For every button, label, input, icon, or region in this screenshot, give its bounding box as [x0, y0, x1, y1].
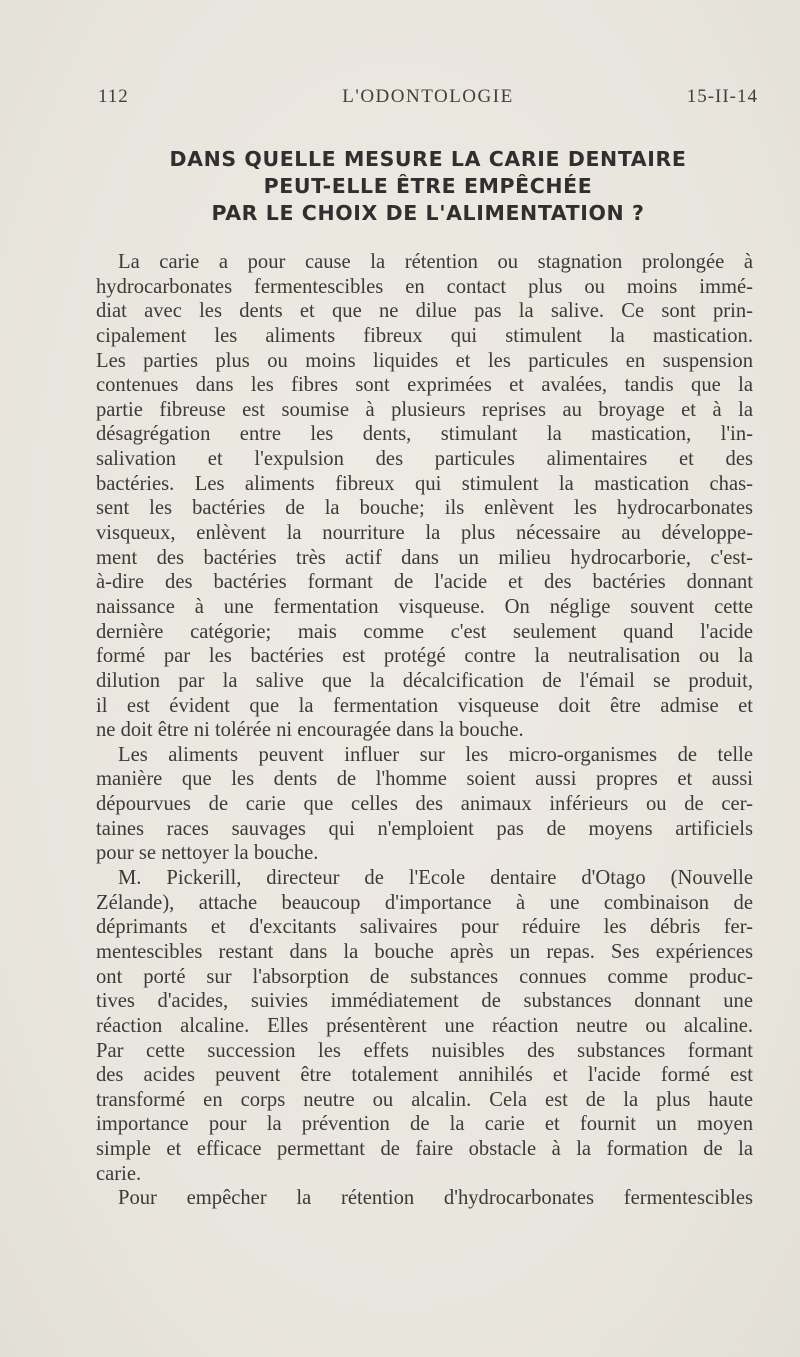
body-line: hydrocarbonates fermentescibles en contact plus ou moins immé-	[96, 275, 753, 298]
body-line: ment des bactéries très actif dans un milieu hydrocarborie, c'est-	[96, 546, 753, 569]
body-line: dépourvues de carie que celles des animaux inférieurs ou de cer-	[96, 793, 753, 816]
title-line: PAR LE CHOIX DE L'ALIMENTATION ?	[211, 201, 645, 225]
body-line: à-dire des bactéries formant de l'acide et des bactéries donnant	[96, 571, 753, 594]
body-line: pour se nettoyer la bouche.	[96, 842, 319, 865]
body-line: visqueux, enlèvent la nourriture la plus nécessaire au développe-	[96, 522, 753, 545]
body-line: importance pour la prévention de la carie et fournit un moyen	[96, 1113, 753, 1136]
body-line: contenues dans les fibres sont exprimées et avalées, tandis que la	[96, 374, 753, 397]
body-line: des acides peuvent être totalement annihilés et l'acide formé est	[96, 1064, 753, 1087]
body-line: dernière catégorie; mais comme c'est seulement quand l'acide	[96, 620, 753, 643]
body-line: partie fibreuse est soumise à plusieurs reprises au broyage et à la	[96, 398, 753, 421]
article-title	[98, 146, 758, 227]
issue-date: 15-II-14	[686, 86, 758, 107]
body-line: Pour empêcher la rétention d'hydrocarbonates fermentescibles	[118, 1187, 753, 1210]
body-line: réaction alcaline. Elles présentèrent une réaction neutre ou alcaline.	[96, 1014, 753, 1037]
body-line: simple et efficace permettant de faire obstacle à la formation de la	[96, 1138, 753, 1161]
body-line: transformé en corps neutre ou alcalin. Cela est de la plus haute	[96, 1088, 753, 1111]
title-line: DANS QUELLE MESURE LA CARIE DENTAIRE	[169, 147, 687, 171]
body-line: formé par les bactéries est protégé contre la neutralisation ou la	[96, 645, 753, 668]
title-line: PEUT-ELLE ÊTRE EMPÊCHÉE	[263, 174, 593, 198]
body-line: cipalement les aliments fibreux qui stimulent la mastication.	[96, 324, 753, 347]
article-body	[96, 250, 753, 1211]
page-number: 112	[98, 86, 129, 107]
body-line: mentescibles restant dans la bouche après un repas. Ses expériences	[96, 940, 753, 963]
body-line: Par cette succession les effets nuisibles des substances formant	[96, 1039, 753, 1062]
body-line: Les parties plus ou moins liquides et les particules en suspension	[96, 349, 753, 372]
journal-title: L'ODONTOLOGIE	[342, 86, 514, 107]
body-line: La carie a pour cause la rétention ou stagnation prolongée à	[118, 251, 753, 273]
body-line: manière que les dents de l'homme soient aussi propres et aussi	[96, 768, 753, 791]
body-line: Les aliments peuvent influer sur les micro-organismes de telle	[118, 743, 753, 766]
body-line: salivation et l'expulsion des particules alimentaires et des	[96, 448, 753, 471]
body-line: ont porté sur l'absorption de substances connues comme produc-	[96, 965, 753, 988]
body-line: taines races sauvages qui n'emploient pas de moyens artificiels	[96, 817, 753, 840]
body-line: dilution par la salive que la décalcification de l'émail se produit,	[96, 669, 753, 692]
body-line: déprimants et d'excitants salivaires pour réduire les débris fer-	[96, 916, 753, 939]
body-line: sent les bactéries de la bouche; ils enlèvent les hydrocarbonates	[96, 497, 753, 520]
body-line: Zélande), attache beaucoup d'importance à une combinaison de	[96, 891, 753, 914]
body-line: il est évident que la fermentation visqueuse doit être admise et	[96, 694, 753, 717]
body-line: naissance à une fermentation visqueuse. On néglige souvent cette	[96, 595, 753, 618]
body-line: diat avec les dents et que ne dilue pas la salive. Ce sont prin-	[96, 300, 753, 323]
running-header	[98, 86, 758, 116]
body-line: carie.	[96, 1162, 142, 1185]
body-line: désagrégation entre les dents, stimulant la mastication, l'in-	[96, 423, 753, 446]
body-line: M. Pickerill, directeur de l'Ecole dentaire d'Otago (Nouvelle	[118, 867, 753, 890]
body-line: ne doit être ni tolérée ni encouragée dans la bouche.	[96, 719, 524, 742]
body-line: bactéries. Les aliments fibreux qui stimulent la mastication chas-	[96, 472, 753, 495]
body-line: tives d'acides, suivies immédiatement de substances donnant une	[96, 990, 753, 1013]
